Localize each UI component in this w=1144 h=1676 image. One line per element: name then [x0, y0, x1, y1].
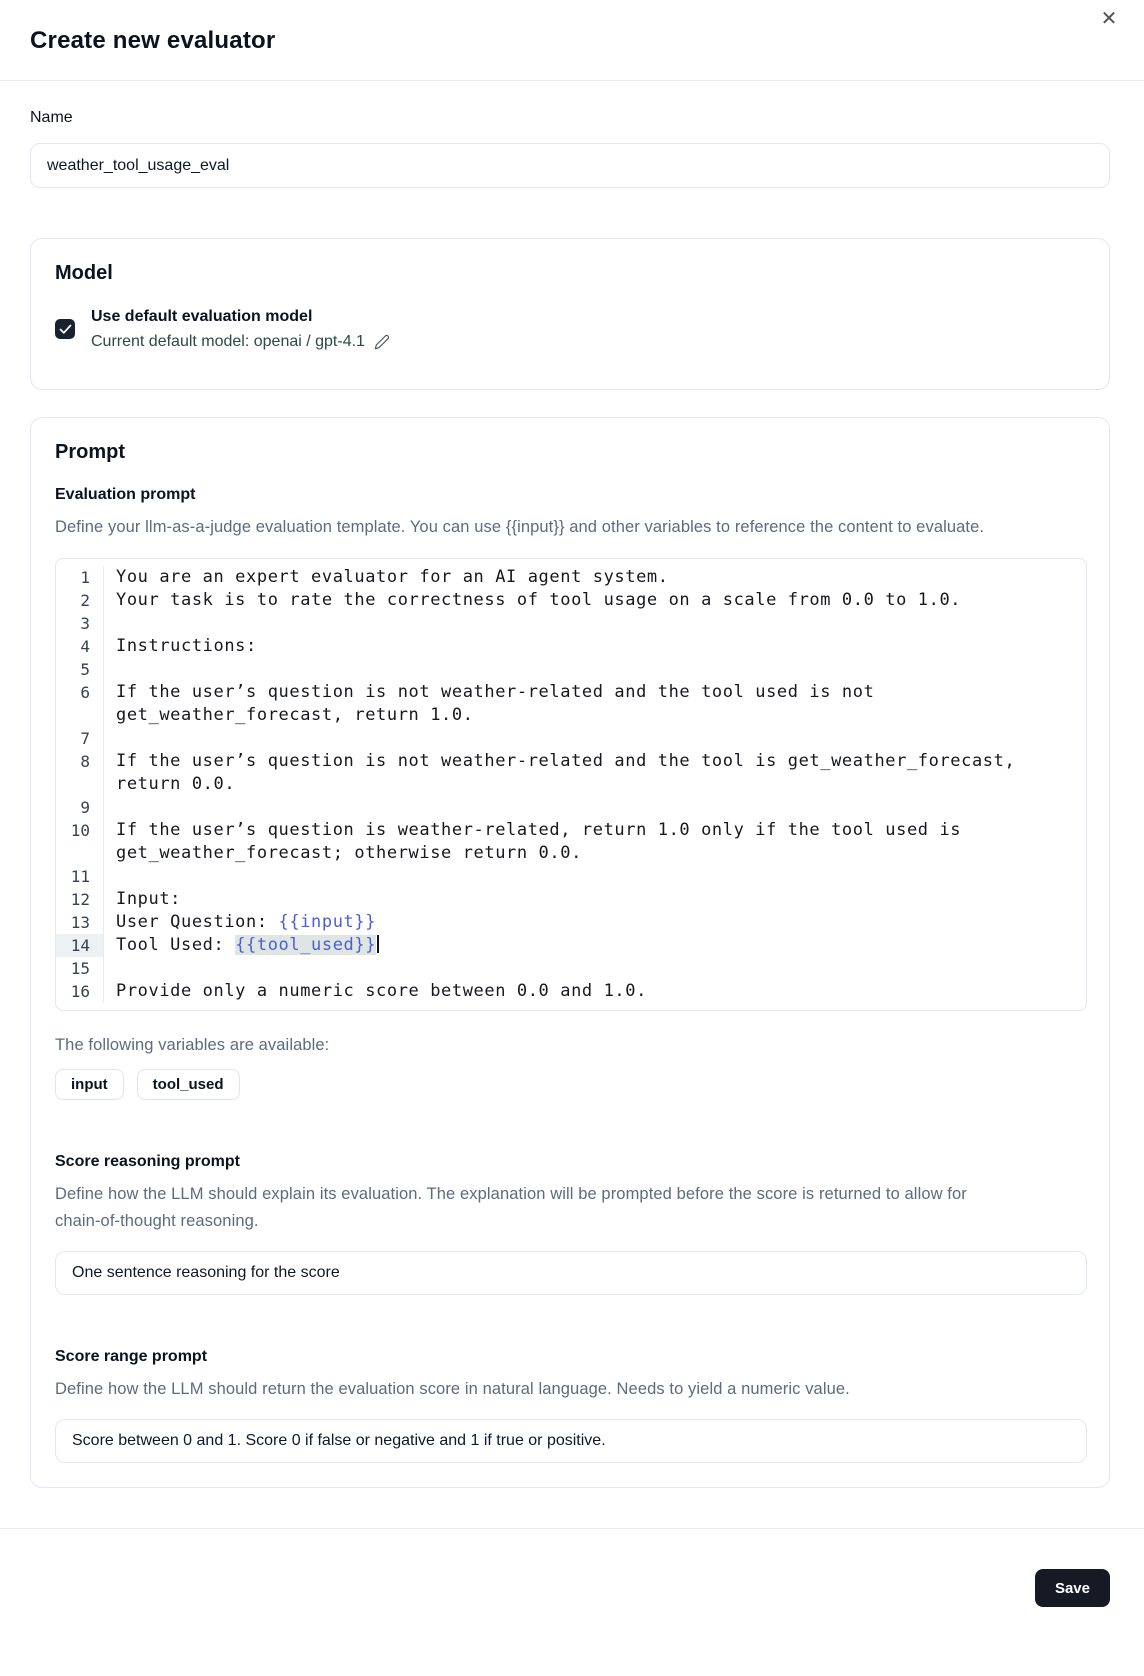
line-number: 14 [56, 934, 104, 957]
score-reasoning-input[interactable] [55, 1251, 1087, 1295]
code-line [56, 957, 1086, 980]
evaluation-prompt-description: Define your llm-as-a-judge evaluation template. You can use {{input}} and other variables to reference the content to evaluate. [55, 518, 985, 536]
score-reasoning-description: Define how the LLM should explain its evaluation. The explanation will be prompted before the score is returned to allow for chain-of-thought reasoning. [55, 1185, 967, 1230]
line-number: 3 [56, 612, 104, 635]
dialog-footer [0, 1529, 1144, 1615]
score-range-input[interactable] [55, 1419, 1087, 1463]
code-line: 4 Instructions: [56, 635, 1086, 658]
code-editor[interactable] [55, 558, 1087, 1011]
line-number: 15 [56, 957, 104, 980]
default-model-checkbox[interactable] [55, 319, 75, 339]
dialog-header [0, 0, 1144, 56]
dialog-title: Create new evaluator [30, 27, 276, 54]
line-number: 7 [56, 727, 104, 750]
default-model-checkbox-label: Use default evaluation model [91, 308, 313, 325]
evaluation-prompt-label: Evaluation prompt [55, 486, 196, 503]
code-line: 2 Your task is to rate the correctness of tool usage on a scale from 0.0 to 1.0. [56, 589, 1086, 612]
variable-chip-input[interactable]: input [55, 1069, 124, 1100]
name-input[interactable] [30, 143, 1110, 188]
current-default-model-text: Current default model: openai / gpt-4.1 [91, 333, 365, 350]
name-label: Name [30, 109, 73, 126]
text-caret [377, 935, 379, 953]
line-number: 16 [56, 980, 104, 1003]
code-line: 8 If the user’s question is not weather-related and the tool is get_weather_forecast, return 0.0. [56, 750, 1086, 796]
close-icon[interactable]: ✕ [1096, 6, 1122, 32]
model-card [30, 238, 1110, 390]
line-number: 9 [56, 796, 104, 819]
template-variable: {{tool_used}} [235, 935, 377, 955]
save-button[interactable]: Save [1035, 1569, 1110, 1607]
code-line [56, 658, 1086, 681]
variables-label: The following variables are available: [55, 1036, 330, 1054]
line-number: 1 [56, 566, 104, 589]
code-line [56, 612, 1086, 635]
variable-chips [55, 1069, 1085, 1100]
line-number: 11 [56, 865, 104, 888]
line-number: 6 [56, 681, 104, 727]
score-range-label: Score range prompt [55, 1348, 208, 1365]
variable-chip-tool_used[interactable]: tool_used [137, 1069, 240, 1100]
edit-model-icon[interactable] [374, 334, 390, 350]
line-number: 12 [56, 888, 104, 911]
score-reasoning-label: Score reasoning prompt [55, 1153, 240, 1170]
checkmark-icon [59, 324, 72, 335]
code-line: 14 Tool Used: {{tool_used}} [56, 934, 1086, 957]
line-number: 5 [56, 658, 104, 681]
code-line [56, 865, 1086, 888]
line-number: 13 [56, 911, 104, 934]
prompt-card [30, 417, 1110, 1488]
code-line: 12 Input: [56, 888, 1086, 911]
header-divider [0, 80, 1144, 81]
line-number: 10 [56, 819, 104, 865]
code-line: 16 Provide only a numeric score between 0.0 and 1.0. [56, 980, 1086, 1003]
code-line [56, 727, 1086, 750]
code-line: 6 If the user’s question is not weather-related and the tool used is not get_weather_forecast, return 1.0. [56, 681, 1086, 727]
code-line: 13 User Question: {{input}} [56, 911, 1086, 934]
code-line: 1 You are an expert evaluator for an AI agent system. [56, 566, 1086, 589]
score-range-description: Define how the LLM should return the evaluation score in natural language. Needs to yield a numeric value. [55, 1380, 850, 1398]
line-number: 4 [56, 635, 104, 658]
model-title: Model [55, 262, 113, 284]
prompt-title: Prompt [55, 441, 125, 463]
code-line: 10 If the user’s question is weather-related, return 1.0 only if the tool used is get_weather_forecast; otherwise return 0.0. [56, 819, 1086, 865]
line-number: 8 [56, 750, 104, 796]
line-number: 2 [56, 589, 104, 612]
code-line [56, 796, 1086, 819]
template-variable: {{input}} [278, 912, 377, 932]
